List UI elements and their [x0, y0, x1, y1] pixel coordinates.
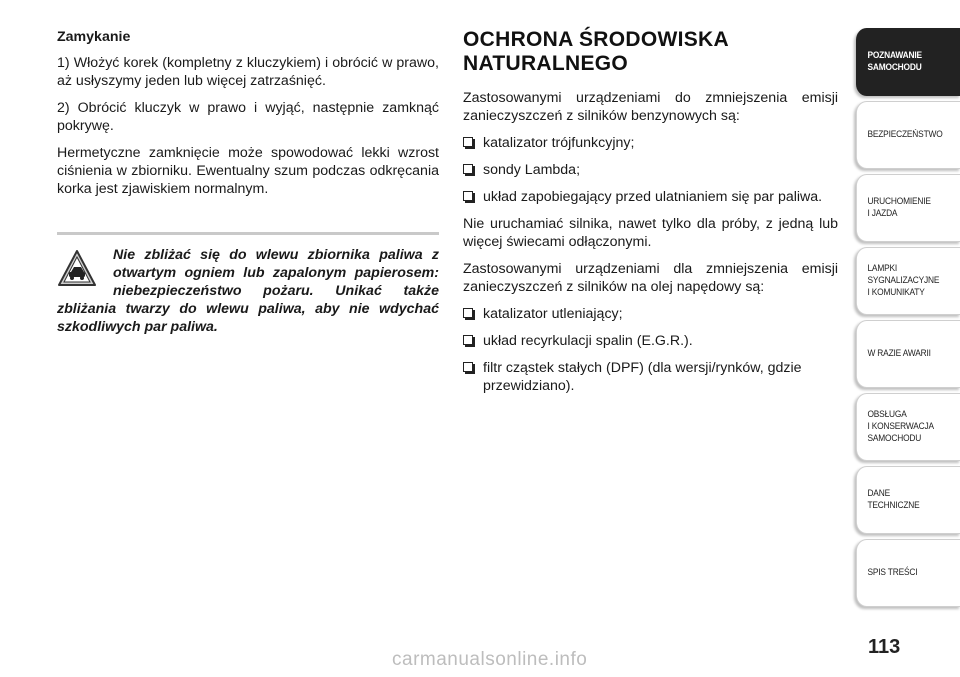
tab-uruchomienie-i-jazda[interactable]: URUCHOMIENIE I JAZDA: [856, 174, 960, 242]
list-item: sondy Lambda;: [463, 161, 838, 179]
list-item: układ zapobiegający przed ulatnianiem się par paliwa.: [463, 188, 838, 206]
tab-poznawanie-samochodu[interactable]: POZNAWANIE SAMOCHODU: [856, 28, 960, 96]
tab-spis-tresci[interactable]: SPIS TREŚCI: [856, 539, 960, 607]
checkbox-bullet-icon: [463, 362, 473, 372]
diesel-intro-paragraph: Zastosowanymi urządzeniami dla zmniejszenia emisji zanieczyszczeń z silników na olej napędowy są:: [463, 261, 838, 295]
section-subheading: Zamykanie: [57, 29, 131, 45]
checkbox-bullet-icon: [463, 164, 473, 174]
list-item: katalizator utleniający;: [463, 305, 838, 323]
spark-plug-note: Nie uruchamiać silnika, nawet tylko dla próby, z jedną lub więcej świecami odłączonymi.: [463, 216, 838, 250]
petrol-devices-list: [463, 134, 838, 206]
page-number: 113: [868, 636, 901, 658]
chapter-tabs: [856, 28, 960, 612]
warning-text: Nie zbliżać się do wlewu zbiornika paliwa z otwartym ogniem lub zapalonym papierosem: niebezpieczeństwo pożaru. Unikać także zbliżania twarzy do wlewu paliwa, aby nie wdychać szkodliwych par paliwa.: [57, 247, 439, 335]
page-title: OCHRONA ŚRODOWISKA NATURALNEGO: [463, 28, 729, 75]
pressure-note-paragraph: Hermetyczne zamknięcie może spowodować lekki wzrost ciśnienia w zbiorniku. Ewentualny szum podczas odkręcania korka jest zjawiskiem normalnym.: [57, 145, 439, 197]
checkbox-bullet-icon: [463, 191, 473, 201]
diesel-devices-list: [463, 305, 838, 395]
tab-obsluga-i-konserwacja[interactable]: OBSŁUGA I KONSERWACJA SAMOCHODU: [856, 393, 960, 461]
petrol-intro-paragraph: Zastosowanymi urządzeniami do zmniejszenia emisji zanieczyszczeń z silników benzynowych są:: [463, 90, 838, 124]
checkbox-bullet-icon: [463, 137, 473, 147]
checkbox-bullet-icon: [463, 308, 473, 318]
tab-bezpieczenstwo[interactable]: BEZPIECZEŃSTWO: [856, 101, 960, 169]
step-1-paragraph: 1) Włożyć korek (kompletny z kluczykiem) i obrócić w prawo, aż usłyszymy jeden lub więcej zatrzaśnięć.: [57, 55, 439, 89]
tab-w-razie-awarii[interactable]: W RAZIE AWARII: [856, 320, 960, 388]
closing-section: [57, 28, 439, 207]
warning-box: [57, 246, 439, 336]
checkbox-bullet-icon: [463, 335, 473, 345]
tab-lampki-sygnalizacyjne[interactable]: LAMPKI SYGNALIZACYJNE I KOMUNIKATY: [856, 247, 960, 315]
environment-section: [463, 28, 838, 404]
watermark: carmanualsonline.info: [392, 649, 588, 670]
tab-dane-techniczne[interactable]: DANE TECHNICZNE: [856, 466, 960, 534]
section-divider: [57, 232, 439, 235]
step-2-paragraph: 2) Obrócić kluczyk w prawo i wyjąć, następnie zamknąć pokrywę.: [57, 100, 439, 134]
warning-triangle-icon: [57, 248, 97, 288]
list-item: układ recyrkulacji spalin (E.G.R.).: [463, 332, 838, 350]
list-item: filtr cząstek stałych (DPF) (dla wersji/rynków, gdzie przewidziano).: [463, 359, 838, 395]
list-item: katalizator trójfunkcyjny;: [463, 134, 838, 152]
